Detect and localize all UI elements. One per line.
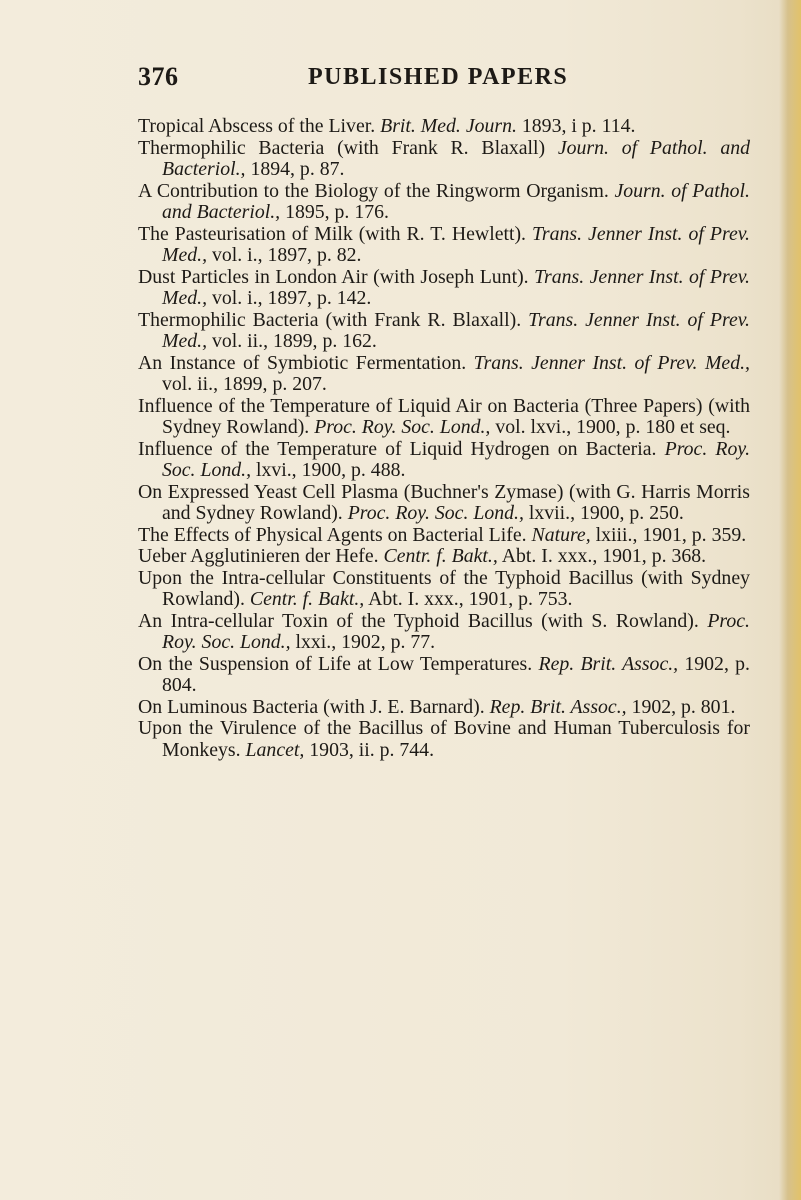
entry-citation: vol. lxvi., 1900, p. 180 et seq. bbox=[495, 416, 731, 438]
entry-citation: vol. i., 1897, p. 82. bbox=[212, 244, 362, 266]
entry-source: Trans. Jenner Inst. of Prev. Med., bbox=[162, 308, 750, 352]
entry-title: Upon the Intra-cellular Constituents of the Typhoid Bacillus (with Sydney Rowland). bbox=[138, 566, 750, 610]
entry-citation: vol. ii., 1899, p. 207. bbox=[162, 373, 327, 395]
entry-source: Proc. Roy. Soc. Lond., bbox=[162, 437, 751, 481]
publication-entry bbox=[138, 116, 750, 138]
publication-entry bbox=[138, 439, 750, 482]
publication-entry bbox=[138, 546, 750, 568]
entry-citation: 1902, p. 801. bbox=[631, 695, 736, 718]
entry-source: Proc. Roy. Soc. Lond., bbox=[162, 609, 750, 653]
publication-entry bbox=[138, 310, 750, 353]
entry-title: Upon the Virulence of the Bacillus of Bovine and Human Tuberculosis for Monkeys. bbox=[138, 717, 750, 761]
entry-title: Ueber Agglutinieren der Hefe. bbox=[138, 545, 379, 567]
entry-citation: Abt. I. xxx., 1901, p. 368. bbox=[501, 545, 707, 567]
entry-title: Influence of the Temperature of Liquid Hydrogen on Bacteria. bbox=[138, 437, 657, 460]
entry-citation: 1895, p. 176. bbox=[285, 201, 389, 223]
entry-source: Journ. of Pathol. and Bacteriol., bbox=[162, 179, 750, 223]
entry-citation: Abt. I. xxx., 1901, p. 753. bbox=[368, 588, 573, 610]
entry-title: The Effects of Physical Agents on Bacterial Life. bbox=[138, 523, 527, 546]
publication-entry bbox=[138, 568, 750, 611]
publication-entry bbox=[138, 482, 750, 525]
entry-title: On the Suspension of Life at Low Temperatures. bbox=[138, 652, 533, 675]
entry-title: Tropical Abscess of the Liver. bbox=[138, 115, 376, 137]
entry-title: An Intra-cellular Toxin of the Typhoid Bacillus (with S. Rowland). bbox=[138, 609, 699, 632]
publication-entry bbox=[138, 396, 750, 439]
publication-entry bbox=[138, 654, 750, 697]
entry-source: Rep. Brit. Assoc., bbox=[489, 695, 627, 718]
publication-list bbox=[138, 116, 750, 761]
entry-source: Centr. f. Bakt., bbox=[249, 588, 365, 610]
entry-title: Thermophilic Bacteria (with Frank R. Blaxall). bbox=[138, 308, 522, 331]
entry-title: An Instance of Symbiotic Fermentation. bbox=[138, 351, 467, 374]
entry-citation: 1894, p. 87. bbox=[250, 158, 345, 180]
publication-entry bbox=[138, 353, 750, 396]
entry-source: Proc. Roy. Soc. Lond., bbox=[314, 416, 491, 438]
entry-citation: 1902, p. 804. bbox=[162, 652, 750, 696]
publication-entry bbox=[138, 611, 750, 654]
page-edge bbox=[779, 0, 801, 1200]
entry-citation: lxvi., 1900, p. 488. bbox=[255, 459, 406, 481]
publication-entry bbox=[138, 697, 750, 719]
entry-source: Proc. Roy. Soc. Lond., bbox=[347, 502, 524, 524]
entry-title: Influence of the Temperature of Liquid Air on Bacteria (Three Papers) (with Sydney Rowland). bbox=[138, 394, 750, 438]
publication-entry bbox=[138, 267, 750, 310]
entry-title: A Contribution to the Biology of the Ringworm Organism. bbox=[138, 179, 609, 202]
entry-source: Centr. f. Bakt., bbox=[383, 545, 498, 567]
page-header bbox=[0, 62, 801, 102]
page-number: 376 bbox=[138, 62, 179, 91]
entry-citation: vol. i., 1897, p. 142. bbox=[212, 287, 372, 309]
entry-source: Trans. Jenner Inst. of Prev. Med., bbox=[162, 222, 750, 266]
entry-source: Rep. Brit. Assoc., bbox=[538, 652, 679, 675]
entry-title: The Pasteurisation of Milk (with R. T. Hewlett). bbox=[138, 222, 526, 245]
publication-entry bbox=[138, 181, 750, 224]
entry-title: On Expressed Yeast Cell Plasma (Buchner's Zymase) (with G. Harris Morris and Sydney Rowland). bbox=[138, 480, 750, 524]
publication-entry bbox=[138, 718, 750, 761]
entry-citation: vol. ii., 1899, p. 162. bbox=[212, 330, 377, 352]
entry-citation: lxvii., 1900, p. 250. bbox=[528, 502, 684, 524]
entry-source: Nature, bbox=[531, 523, 591, 546]
entry-source: Journ. of Pathol. and Bacteriol., bbox=[162, 136, 750, 180]
entry-citation: lxiii., 1901, p. 359. bbox=[595, 523, 747, 546]
entry-source: Trans. Jenner Inst. of Prev. Med., bbox=[162, 265, 751, 309]
entry-source: Lancet, bbox=[245, 738, 305, 761]
entry-source: Trans. Jenner Inst. of Prev. Med., bbox=[473, 351, 750, 374]
publication-entry bbox=[138, 525, 750, 547]
entry-citation: lxxi., 1902, p. 77. bbox=[295, 631, 436, 653]
publication-entry bbox=[138, 224, 750, 267]
entry-title: Thermophilic Bacteria (with Frank R. Blaxall) bbox=[138, 136, 546, 159]
entry-citation: 1893, i p. 114. bbox=[521, 115, 636, 137]
running-title: PUBLISHED PAPERS bbox=[308, 64, 569, 90]
entry-source: Brit. Med. Journ. bbox=[380, 115, 517, 137]
entry-title: On Luminous Bacteria (with J. E. Barnard). bbox=[138, 695, 485, 718]
publication-entry bbox=[138, 138, 750, 181]
entry-citation: 1903, ii. p. 744. bbox=[309, 738, 435, 761]
entry-title: Dust Particles in London Air (with Joseph Lunt). bbox=[138, 265, 529, 288]
